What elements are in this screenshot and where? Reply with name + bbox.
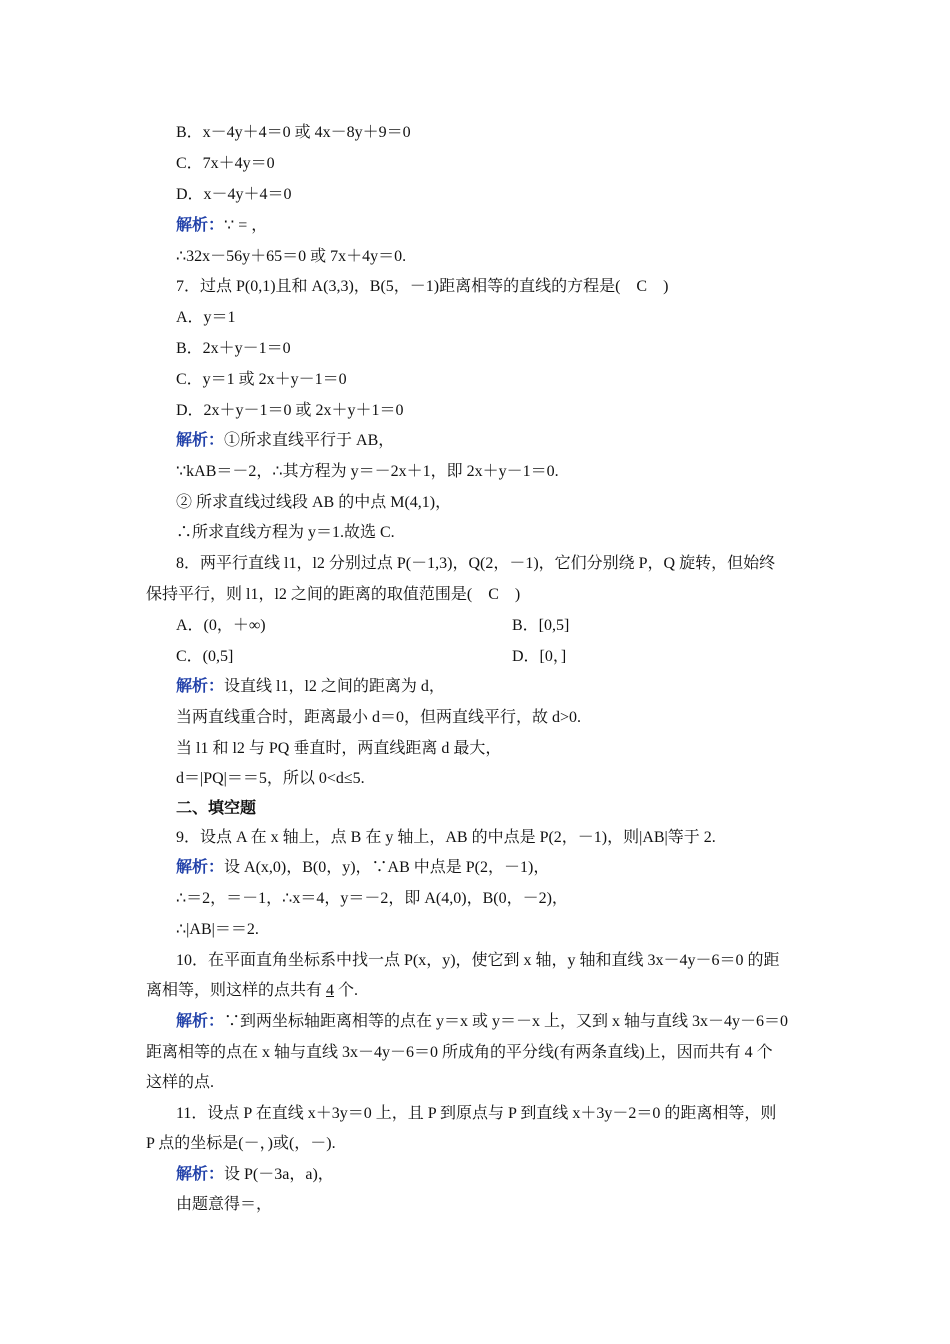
solution-text-line: ∴所求直线方程为 y＝1.故选 C. bbox=[176, 524, 395, 541]
solution-label: 解析： bbox=[176, 1166, 225, 1183]
solution-line bbox=[176, 431, 394, 451]
option-c-line: C．y＝1 或 2x＋y－1＝0 bbox=[176, 371, 347, 388]
question-7: 7．过点 P(0,1)且和 A(3,3)，B(5，－1)距离相等的直线的方程是( C ) bbox=[176, 278, 669, 295]
question-8: 8．两平行直线 l1，l2 分别过点 P(－1,3)，Q(2，－1)，它们分别绕 P，Q 旋转，但始终 bbox=[176, 555, 776, 572]
solution-text: 设直线 l1，l2 之间的距离为 d， bbox=[224, 678, 445, 695]
solution-text: 设 P(－3a，a)， bbox=[224, 1166, 334, 1183]
solution-text: ①所求直线平行于 AB， bbox=[224, 432, 395, 449]
solution-text-line: 这样的点. bbox=[146, 1074, 215, 1091]
question-10: 10．在平面直角坐标系中找一点 P(x，y)，使它到 x 轴，y 轴和直线 3x－4y－6＝0 的距 bbox=[176, 952, 780, 969]
option-b-line: B．[0,5] bbox=[512, 617, 570, 634]
solution-label: 解析： bbox=[176, 1013, 225, 1030]
solution-text: ∵ = ， bbox=[224, 217, 268, 234]
solution-line bbox=[176, 677, 445, 697]
solution-text-line: d＝|PQ|＝＝5，所以 0<d≤5. bbox=[176, 770, 365, 787]
question-text: 个. bbox=[334, 982, 359, 999]
question-8-cont: 保持平行，则 l1，l2 之间的距离的取值范围是( C ) bbox=[146, 586, 521, 603]
option-c-line: C．7x＋4y＝0 bbox=[176, 155, 275, 172]
solution-text: 设 A(x,0)，B(0，y)，∵AB 中点是 P(2，－1)， bbox=[224, 859, 550, 876]
solution-text-line: 当两直线重合时，距离最小 d＝0，但两直线平行，故 d>0. bbox=[176, 709, 582, 726]
solution-text-line: ∵kAB＝－2，∴其方程为 y＝－2x＋1，即 2x＋y－1＝0. bbox=[176, 463, 559, 480]
answer-blank: 4 bbox=[326, 982, 335, 999]
solution-line bbox=[176, 1012, 788, 1032]
solution-label: 解析： bbox=[176, 859, 225, 876]
question-9: 9．设点 A 在 x 轴上，点 B 在 y 轴上，AB 的中点是 P(2，－1)，则|AB|等于 2. bbox=[176, 829, 716, 846]
section-heading: 二、填空题 bbox=[176, 800, 257, 817]
option-d-line: D．2x＋y－1＝0 或 2x＋y＋1＝0 bbox=[176, 402, 404, 419]
option-b-line: B．x－4y＋4＝0 或 4x－8y＋9＝0 bbox=[176, 124, 411, 141]
question-11: 11．设点 P 在直线 x＋3y＝0 上，且 P 到原点与 P 到直线 x＋3y－2＝0 的距离相等，则 bbox=[176, 1105, 777, 1122]
option-b-line: B．2x＋y－1＝0 bbox=[176, 340, 291, 357]
solution-text: ∵到两坐标轴距离相等的点在 y＝x 或 y＝－x 上，又到 x 轴与直线 3x－4y－6＝0 bbox=[224, 1013, 789, 1030]
question-10-cont bbox=[146, 981, 358, 1001]
solution-text-line: 由题意得＝， bbox=[176, 1196, 273, 1213]
solution-line bbox=[176, 216, 267, 236]
option-d-line: D．[0，] bbox=[512, 648, 567, 665]
question-11-cont: P 点的坐标是(－，)或(，－). bbox=[146, 1135, 336, 1152]
solution-line bbox=[176, 858, 549, 878]
option-d-line: D．x－4y＋4＝0 bbox=[176, 186, 292, 203]
solution-text-line: 距离相等的点在 x 轴与直线 3x－4y－6＝0 所成角的平分线(有两条直线)上，因而共有 4 个 bbox=[146, 1044, 773, 1061]
solution-text-line: ② 所求直线过线段 AB 的中点 M(4,1)， bbox=[176, 494, 452, 511]
solution-label: 解析： bbox=[176, 678, 225, 695]
question-text: 离相等，则这样的点共有 bbox=[146, 982, 327, 999]
solution-line bbox=[176, 1165, 334, 1185]
solution-text-line: ∴|AB|＝＝2. bbox=[176, 921, 259, 938]
solution-text-line: ∴32x－56y＋65＝0 或 7x＋4y＝0. bbox=[176, 248, 407, 265]
solution-text-line: ∴＝2，＝－1，∴x＝4，y＝－2，即 A(4,0)，B(0，－2)， bbox=[176, 890, 568, 907]
solution-label: 解析： bbox=[176, 432, 225, 449]
option-a-line: A．y＝1 bbox=[176, 309, 236, 326]
option-a-line: A．(0，＋∞) bbox=[176, 617, 266, 634]
option-c-line: C．(0,5] bbox=[176, 648, 234, 665]
solution-text-line: 当 l1 和 l2 与 PQ 垂直时，两直线距离 d 最大， bbox=[176, 740, 502, 757]
solution-label: 解析： bbox=[176, 217, 225, 234]
